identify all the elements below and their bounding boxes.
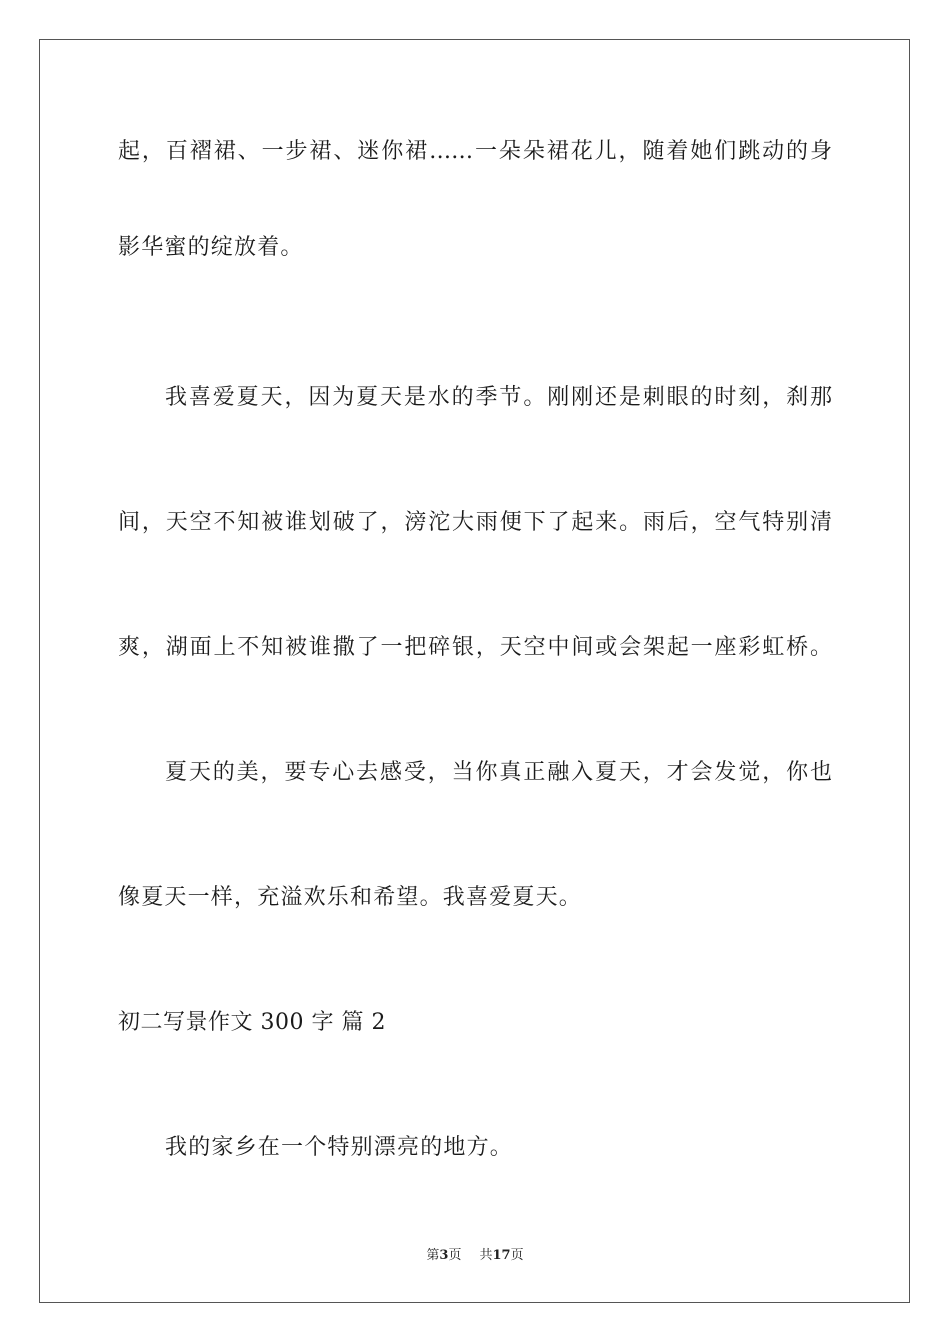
- page-footer: [0, 1247, 950, 1265]
- footer-page-number: 3: [439, 1248, 449, 1263]
- page-border: [39, 39, 910, 1303]
- paragraph-line-5: 爽，湖面上不知被谁撒了一把碎银，天空中间或会架起一座彩虹桥。: [118, 635, 832, 660]
- paragraph-line-4: 间，天空不知被谁划破了，滂沱大雨便下了起来。雨后，空气特别清: [118, 510, 832, 535]
- paragraph-line-2: 影华蜜的绽放着。: [118, 235, 304, 260]
- paragraph-line-8: 我的家乡在一个特别漂亮的地方。: [165, 1135, 514, 1160]
- footer-total-prefix: 共: [479, 1248, 493, 1263]
- footer-total-suffix: 页: [510, 1248, 524, 1263]
- section-heading: 初二写景作文 300 字 篇 2: [118, 1010, 386, 1035]
- footer-total-pages: 17: [492, 1248, 511, 1263]
- paragraph-line-6: 夏天的美，要专心去感受，当你真正融入夏天，才会发觉，你也: [165, 760, 832, 785]
- paragraph-line-1: 起，百褶裙、一步裙、迷你裙……一朵朵裙花儿，随着她们跳动的身: [118, 139, 832, 164]
- footer-page-prefix: 第: [426, 1248, 440, 1263]
- paragraph-line-7: 像夏天一样，充溢欢乐和希望。我喜爱夏天。: [118, 885, 583, 910]
- footer-page-suffix: 页: [448, 1248, 462, 1263]
- paragraph-line-3: 我喜爱夏天，因为夏天是水的季节。刚刚还是刺眼的时刻，刹那: [165, 385, 832, 410]
